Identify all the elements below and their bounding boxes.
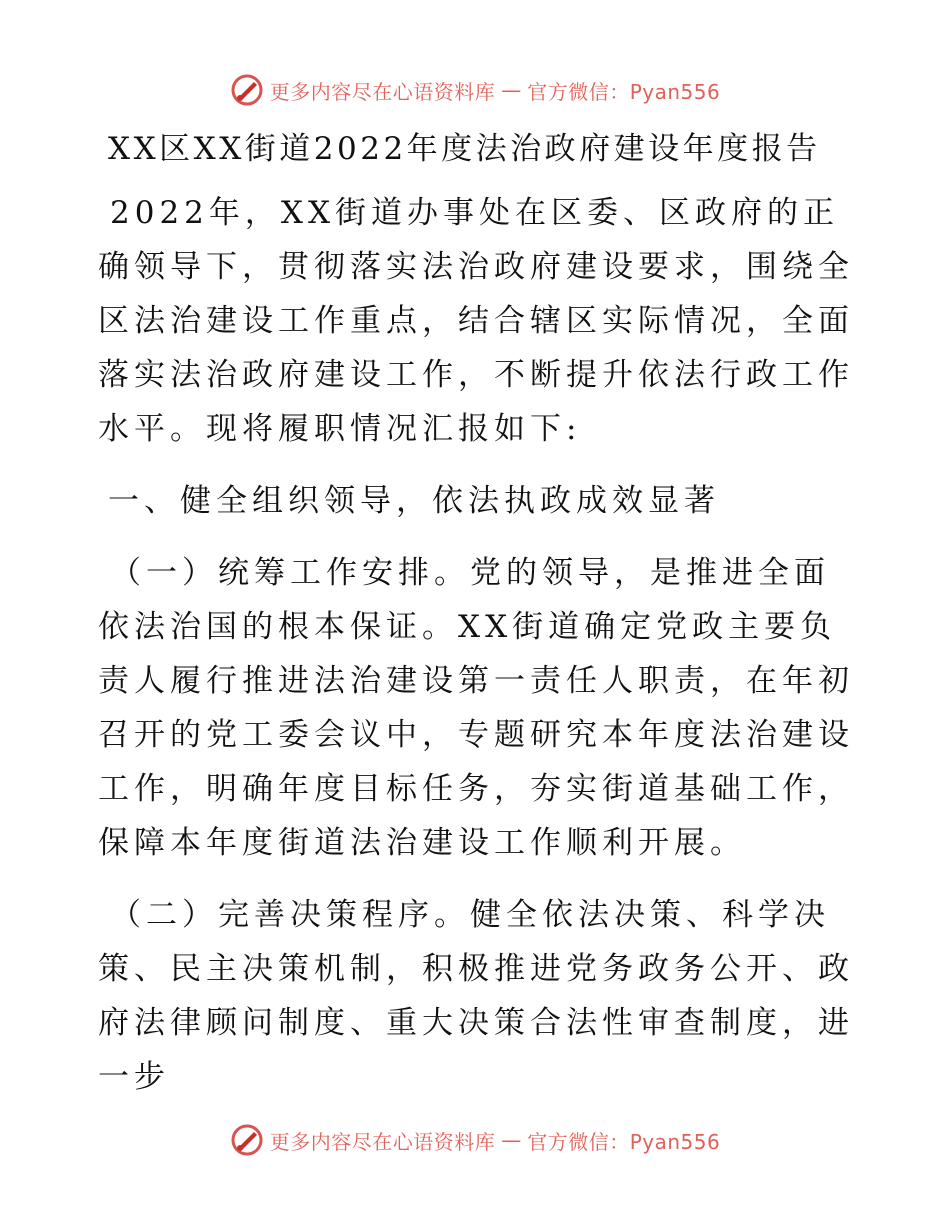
watermark-text: 更多内容尽在心语资料库 <box>269 1129 496 1154</box>
brush-logo-icon <box>230 73 264 107</box>
section-heading: 一、健全组织领导，依法执政成效显著 <box>108 483 720 519</box>
paragraph-one: （一）统筹工作安排。党的领导，是推进全面依法治国的根本保证。XX街道确定党政主要负责人履行推进法治建设第一责任人职责，在年初召开的党工委会议中，专题研究本年度法治建设工作，明确年度目标任务，夯实街道基础工作，保障本年度街道法治建设工作顺利开展。 <box>98 555 854 861</box>
intro-paragraph: 2022年，XX街道办事处在区委、区政府的正确领导下，贯彻落实法治政府建设要求，围绕全区法治建设工作重点，结合辖区实际情况，全面落实法治政府建设工作，不断提升依法行政工作水平。现将履职情况汇报如下: <box>98 195 854 447</box>
brush-logo-icon <box>230 1123 264 1157</box>
watermark-dash: — <box>501 78 522 102</box>
paragraph-two: （二）完善决策程序。健全依法决策、科学决策、民主决策机制，积极推进党务政务公开、政府法律顾问制度、重大决策合法性审查制度，进一步 <box>98 897 854 1095</box>
document-body <box>98 122 858 1122</box>
watermark-suffix: 官方微信：Pyan556 <box>527 1129 721 1154</box>
watermark-dash: — <box>501 1128 522 1152</box>
document-title: XX区XX街道2022年度法治政府建设年度报告 <box>108 131 821 167</box>
watermark-header <box>0 70 950 110</box>
watermark-suffix: 官方微信：Pyan556 <box>527 79 721 104</box>
watermark-footer <box>0 1120 950 1160</box>
watermark-text: 更多内容尽在心语资料库 <box>269 79 496 104</box>
